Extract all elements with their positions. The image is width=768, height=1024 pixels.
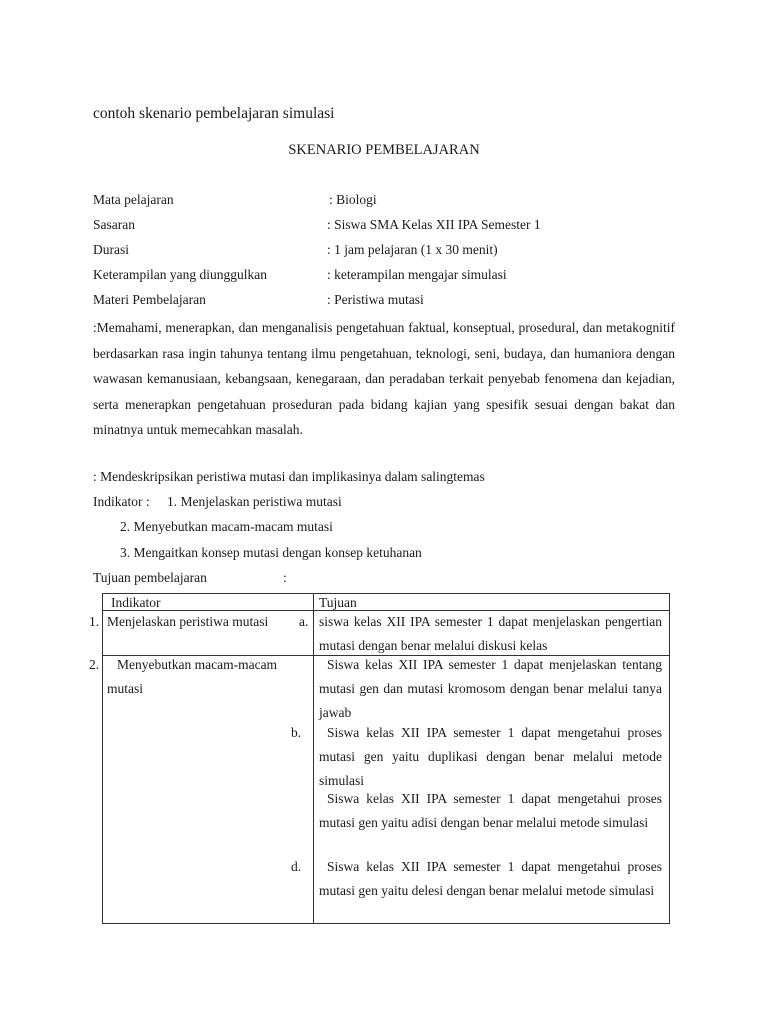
meta-label: Materi Pembelajaran (93, 292, 206, 307)
row-indikator-line: mutasi (107, 681, 143, 696)
meta-label: Sasaran (93, 217, 135, 232)
table-header-tujuan: Tujuan (319, 595, 357, 610)
document-title: SKENARIO PEMBELAJARAN (288, 142, 480, 158)
goal-marker: d. (291, 859, 302, 874)
kompetensi-dasar-line: : Mendeskripsikan peristiwa mutasi dan implikasinya dalam salingtemas (93, 469, 485, 484)
meta-value: : 1 jam pelajaran (1 x 30 menit) (327, 242, 498, 257)
tujuan-table (89, 593, 670, 924)
goal-text: Siswa kelas XII IPA semester 1 dapat mengetahui proses mutasi gen yaitu adisi dengan benar melalui metode simulasi (319, 791, 662, 830)
goal-text: siswa kelas XII IPA semester 1 dapat menjelaskan pengertian mutasi dengan benar melalui diskusi kelas (319, 614, 662, 653)
page-heading: contoh skenario pembelajaran simulasi (93, 105, 335, 122)
meta-value: : Peristiwa mutasi (327, 292, 424, 307)
row-indikator-line: Menyebutkan macam-macam (117, 657, 278, 672)
row-number: 1. (89, 614, 100, 629)
meta-value: : keterampilan mengajar simulasi (327, 267, 507, 282)
table-header-indikator: Indikator (111, 595, 161, 610)
indikator-item: 3. Mengaitkan konsep mutasi dengan konsep ketuhanan (120, 545, 422, 560)
goal-marker: b. (291, 725, 302, 740)
row-number: 2. (89, 657, 100, 672)
tujuan-colon: : (283, 570, 287, 585)
goal-text: Siswa kelas XII IPA semester 1 dapat mengetahui proses mutasi gen yaitu duplikasi dengan benar melalui metode simulasi (319, 725, 662, 788)
meta-value: : Biologi (329, 192, 377, 207)
indikator-item: 1. Menjelaskan peristiwa mutasi (167, 494, 342, 509)
goal-marker: a. (299, 614, 309, 629)
kompetensi-inti-paragraph: :Memahami, menerapkan, dan menganalisis pengetahuan faktual, konseptual, prosedural, dan metakognitif berdasarkan rasa ingin tahunya tentang ilmu pengetahuan, teknologi, seni, budaya, dan humaniora dengan wawasan kemanusiaan, kebangsaan, kenegaraan, dan peradaban terkait penyebab fenomena dan kejadian, serta menerapkan pengetahuan proseduran pada bidang kajian yang spesifik sesuai dengan bakat dan minatnya untuk memecahkan masalah. (93, 320, 675, 437)
indikator-label: Indikator : (93, 494, 150, 509)
tujuan-label: Tujuan pembelajaran (93, 570, 207, 585)
table-column-divider (313, 594, 314, 923)
goal-text: Siswa kelas XII IPA semester 1 dapat mengetahui proses mutasi gen yaitu delesi dengan benar melalui metode simulasi (319, 859, 662, 898)
meta-value: : Siswa SMA Kelas XII IPA Semester 1 (327, 217, 541, 232)
meta-label: Durasi (93, 242, 129, 257)
meta-label: Mata pelajaran (93, 192, 174, 207)
indikator-item: 2. Menyebutkan macam-macam mutasi (120, 519, 333, 534)
meta-label: Keterampilan yang diunggulkan (93, 267, 267, 282)
row-indikator: Menjelaskan peristiwa mutasi (107, 614, 269, 629)
goal-text: Siswa kelas XII IPA semester 1 dapat menjelaskan tentang mutasi gen dan mutasi kromosom dengan benar melalui tanya jawab (319, 657, 662, 720)
